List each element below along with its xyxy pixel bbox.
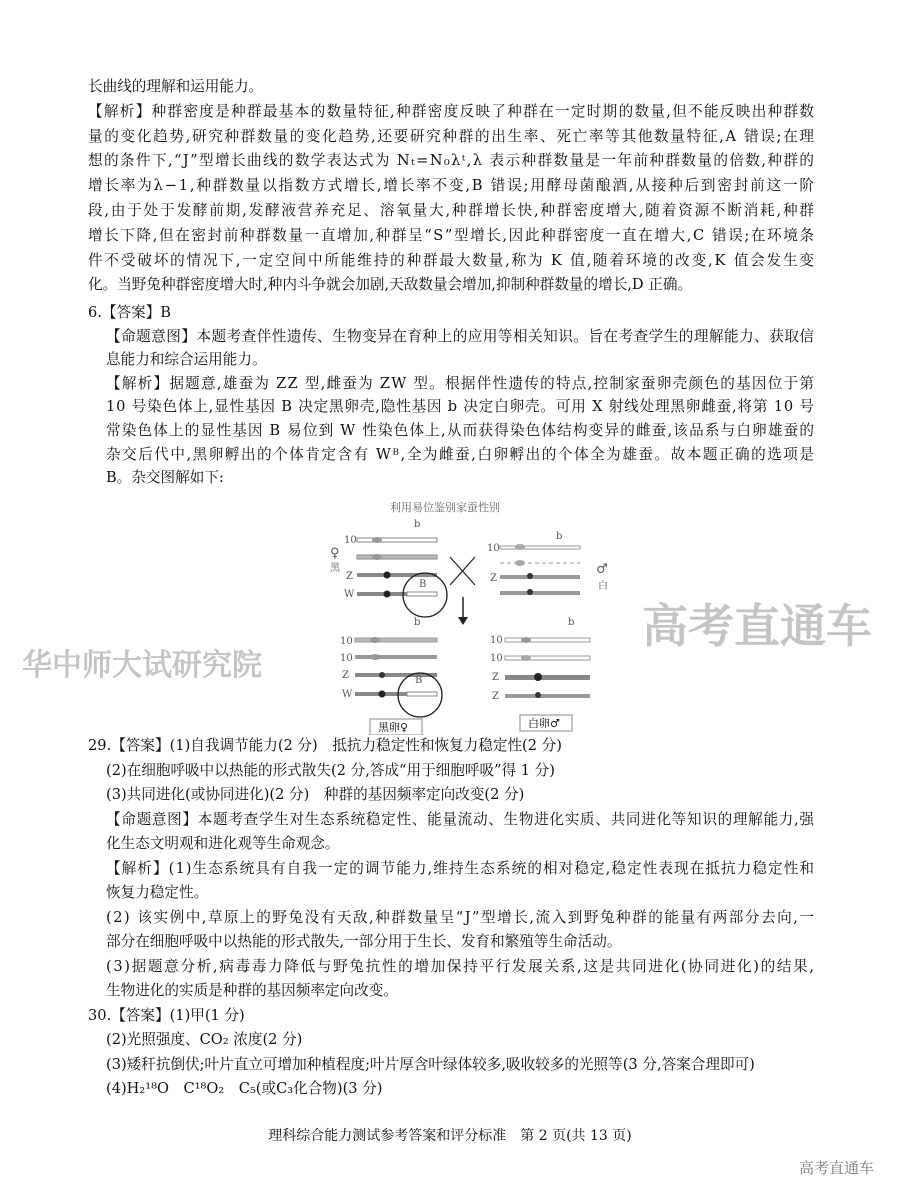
diagram-title: 利用易位鉴别家蚕性别 <box>390 501 500 514</box>
text-line: 增长下降,但在密封前种群数量一直增加,种群呈“S”型增长,因此种群密度一直在增大,C 错误;在环境条 <box>88 226 816 244</box>
text-line: 6.【答案】B <box>88 304 172 321</box>
text-line: 长曲线的理解和运用能力。 <box>88 78 264 95</box>
chromosome <box>505 694 590 698</box>
centromere <box>527 589 533 595</box>
text-line: 化。当野兔种群密度增大时,种内斗争就会加剧,天敌数量会增加,抑制种群数量的增长,D 正确。 <box>88 276 693 294</box>
chromosome <box>355 638 437 642</box>
text-line: 段,由于处于发酵前期,发酵液营养充足、溶氧量大,种群增长快,种群密度增大,随着资源不断消耗,种群 <box>88 201 816 219</box>
chromosome-label: 10 <box>344 535 357 546</box>
centromere <box>515 544 525 550</box>
gene-label: B <box>415 675 423 686</box>
text-line: 【命题意图】本题考查伴性遗传、生物变异在育种上的应用等相关知识。旨在考查学生的理解能力、获取信 <box>106 327 815 345</box>
female-parent-chromosomes <box>330 519 447 617</box>
text-line: 29.【答案】(1)自我调节能力(2 分) 抵抗力稳定性和恢复力稳定性(2 分) <box>88 737 562 754</box>
chromosome-label: 10 <box>490 653 503 664</box>
text-line: 想的条件下,“J”型增长曲线的数学表达式为 Nₜ=N₀λᵗ,λ 表示种群数量是一年前种群数量的倍数,种群的 <box>88 152 816 170</box>
text-line: B。杂交图解如下: <box>106 469 224 487</box>
centromere <box>370 654 380 660</box>
chromosome <box>357 555 437 559</box>
chromosome-label: 10 <box>487 543 500 554</box>
centromere <box>370 637 380 643</box>
text-line: 恢复力稳定性。 <box>106 884 209 901</box>
gene-label: b <box>556 531 563 542</box>
chromosome-translocated <box>407 592 437 596</box>
offspring-male-label: 白卵♂ <box>528 717 560 730</box>
chromosome <box>357 592 407 596</box>
chromosome <box>500 591 580 595</box>
text-line: 【命题意图】本题考查学生对生态系统稳定性、能量流动、生物进化实质、共同进化等知识的理解能力,强 <box>106 810 815 828</box>
analysis-block-q5 <box>88 75 814 298</box>
chromosome <box>500 575 580 579</box>
centromere <box>384 591 391 598</box>
chromosome-label: Z <box>492 691 499 702</box>
chromosome-label: 10 <box>490 635 503 646</box>
text-line: 【解析】种群密度是种群最基本的数量特征,种群密度反映了种群在一定时期的数量,但不能反映出种群数 <box>88 102 816 120</box>
male-color-label: 白 <box>598 581 608 592</box>
centromere <box>372 554 382 560</box>
centromere <box>384 572 391 579</box>
text-line: 杂交后代中,黑卵孵出的个体肯定含有 Wᴮ,全为雌蚕,白卵孵出的个体全为雄蚕。故本题正确的选项是 <box>106 445 816 463</box>
female-color-label: 黑 <box>330 563 340 574</box>
chromosome-label: W <box>344 589 355 600</box>
chromosome <box>355 655 437 659</box>
text-line: 化生态文明观和进化观等生命观念。 <box>106 835 340 852</box>
chromosome-label: Z <box>492 672 499 683</box>
male-parent-chromosomes <box>487 531 608 595</box>
chromosome-label: W <box>342 689 353 700</box>
text-line: (2) 该实例中,草原上的野兔没有天敌,种群数量呈“J”型增长,流入到野兔种群的能量有两部分去向,一 <box>106 908 816 926</box>
text-line: 量的变化趋势,研究种群数量的变化趋势,还要研究种群的出生率、死亡率等其他数量特征,A 错误;在理 <box>88 127 816 145</box>
text-line: (3)共同进化(或协同进化)(2 分) 种群的基因频率定向改变(2 分) <box>106 786 525 803</box>
chromosome <box>500 546 580 549</box>
male-offspring-chromosomes <box>490 617 590 731</box>
gene-label: b <box>414 617 421 628</box>
text-line: 【解析】据题意,雄蚕为 ZZ 型,雌蚕为 ZW 型。根据伴性遗传的特点,控制家蚕卵壳颜色的基因位于第 <box>106 374 816 392</box>
arrow-head <box>458 617 468 625</box>
centromere <box>379 672 385 678</box>
text-line: 部分在细胞呼吸中以热能的形式散失,一部分用于生长、发育和繁殖等生命活动。 <box>106 933 622 950</box>
text-line: 常染色体上的显性基因 B 易位到 W 性染色体上,从而获得染色体结构变异的雌蚕,该品系与白卵雄蚕的 <box>106 421 816 439</box>
centromere <box>535 692 541 698</box>
centromere <box>521 655 531 661</box>
chromosome-label: Z <box>490 573 497 584</box>
gene-label: B <box>419 579 427 590</box>
chromosome <box>505 656 590 660</box>
chromosome-label: Z <box>346 571 353 582</box>
text-line: (2)光照强度、CO₂ 浓度(2 分) <box>106 1031 303 1048</box>
centromere <box>379 691 386 698</box>
text-line: (2)在细胞呼吸中以热能的形式散失(2 分,答成“用于细胞呼吸”得 1 分) <box>106 761 555 779</box>
text-line: (3)据题意分析,病毒毒力降低与野兔抗性的增加保持平行发展关系,这是共同进化(协同进化)的结果, <box>106 957 816 975</box>
chromosome <box>505 675 590 680</box>
page-footer: 理科综合能力测试参考答案和评分标准 第 2 页(共 13 页) <box>268 1128 632 1144</box>
centromere <box>515 560 525 566</box>
answer-block-q6 <box>88 301 814 490</box>
watermark: 高考直通车 <box>642 599 872 653</box>
text-line: 30.【答案】(1)甲(1 分) <box>88 1006 245 1024</box>
chromosome <box>505 638 590 642</box>
centromere <box>521 637 531 643</box>
cross-diagram <box>330 495 630 735</box>
corner-logo: 高考直通车 <box>798 1159 874 1177</box>
gene-label: b <box>568 617 575 628</box>
text-line: 增长率为λ−1,种群数量以指数方式增长,增长率不变,B 错误;用酵母菌酿酒,从接种后到密封前这一阶 <box>88 177 816 195</box>
chromosome-translocated <box>407 692 437 696</box>
centromere <box>527 573 533 579</box>
female-symbol: ♀ <box>330 546 340 561</box>
chromosome-label: 10 <box>340 636 353 647</box>
offspring-female-label: 黑卵♀ <box>378 721 409 734</box>
text-line: (3)矮秆抗倒伏;叶片直立可增加种植程度;叶片厚含叶绿体较多,吸收较多的光照等(3 分,答案合理即可) <box>106 1055 755 1073</box>
watermark-vertical: 华中师大试研究院 <box>22 648 262 683</box>
text-line: 件不受破坏的情况下,一定空间中所能维持的种群最大数量,称为 K 值,随着环境的改变,K 值会发生变 <box>88 251 816 269</box>
gene-label: b <box>414 519 421 530</box>
text-line: 【解析】(1)生态系统具有自我一定的调节能力,维持生态系统的相对稳定,稳定性表现在抵抗力稳定性和 <box>106 859 816 877</box>
male-symbol: ♂ <box>596 562 608 577</box>
text-line: 10 号染色体上,显性基因 B 决定黑卵壳,隐性基因 b 决定白卵壳。可用 X 射线处理黑卵雌蚕,将第 10 号 <box>106 398 815 416</box>
text-line: 息能力和综合运用能力。 <box>106 351 267 369</box>
chromosome-label: 10 <box>340 653 353 664</box>
text-line: (4)H₂¹⁸O C¹⁸O₂ C₅(或C₃化合物)(3 分) <box>106 1080 383 1097</box>
answer-block-q29-q30 <box>88 734 814 1102</box>
chromosome-label: Z <box>342 670 349 681</box>
chromosome <box>357 538 437 542</box>
text-line: 生物进化的实质是种群的基因频率定向改变。 <box>106 982 398 999</box>
centromere <box>372 537 382 543</box>
centromere <box>534 673 542 681</box>
female-offspring-chromosomes <box>340 617 442 735</box>
